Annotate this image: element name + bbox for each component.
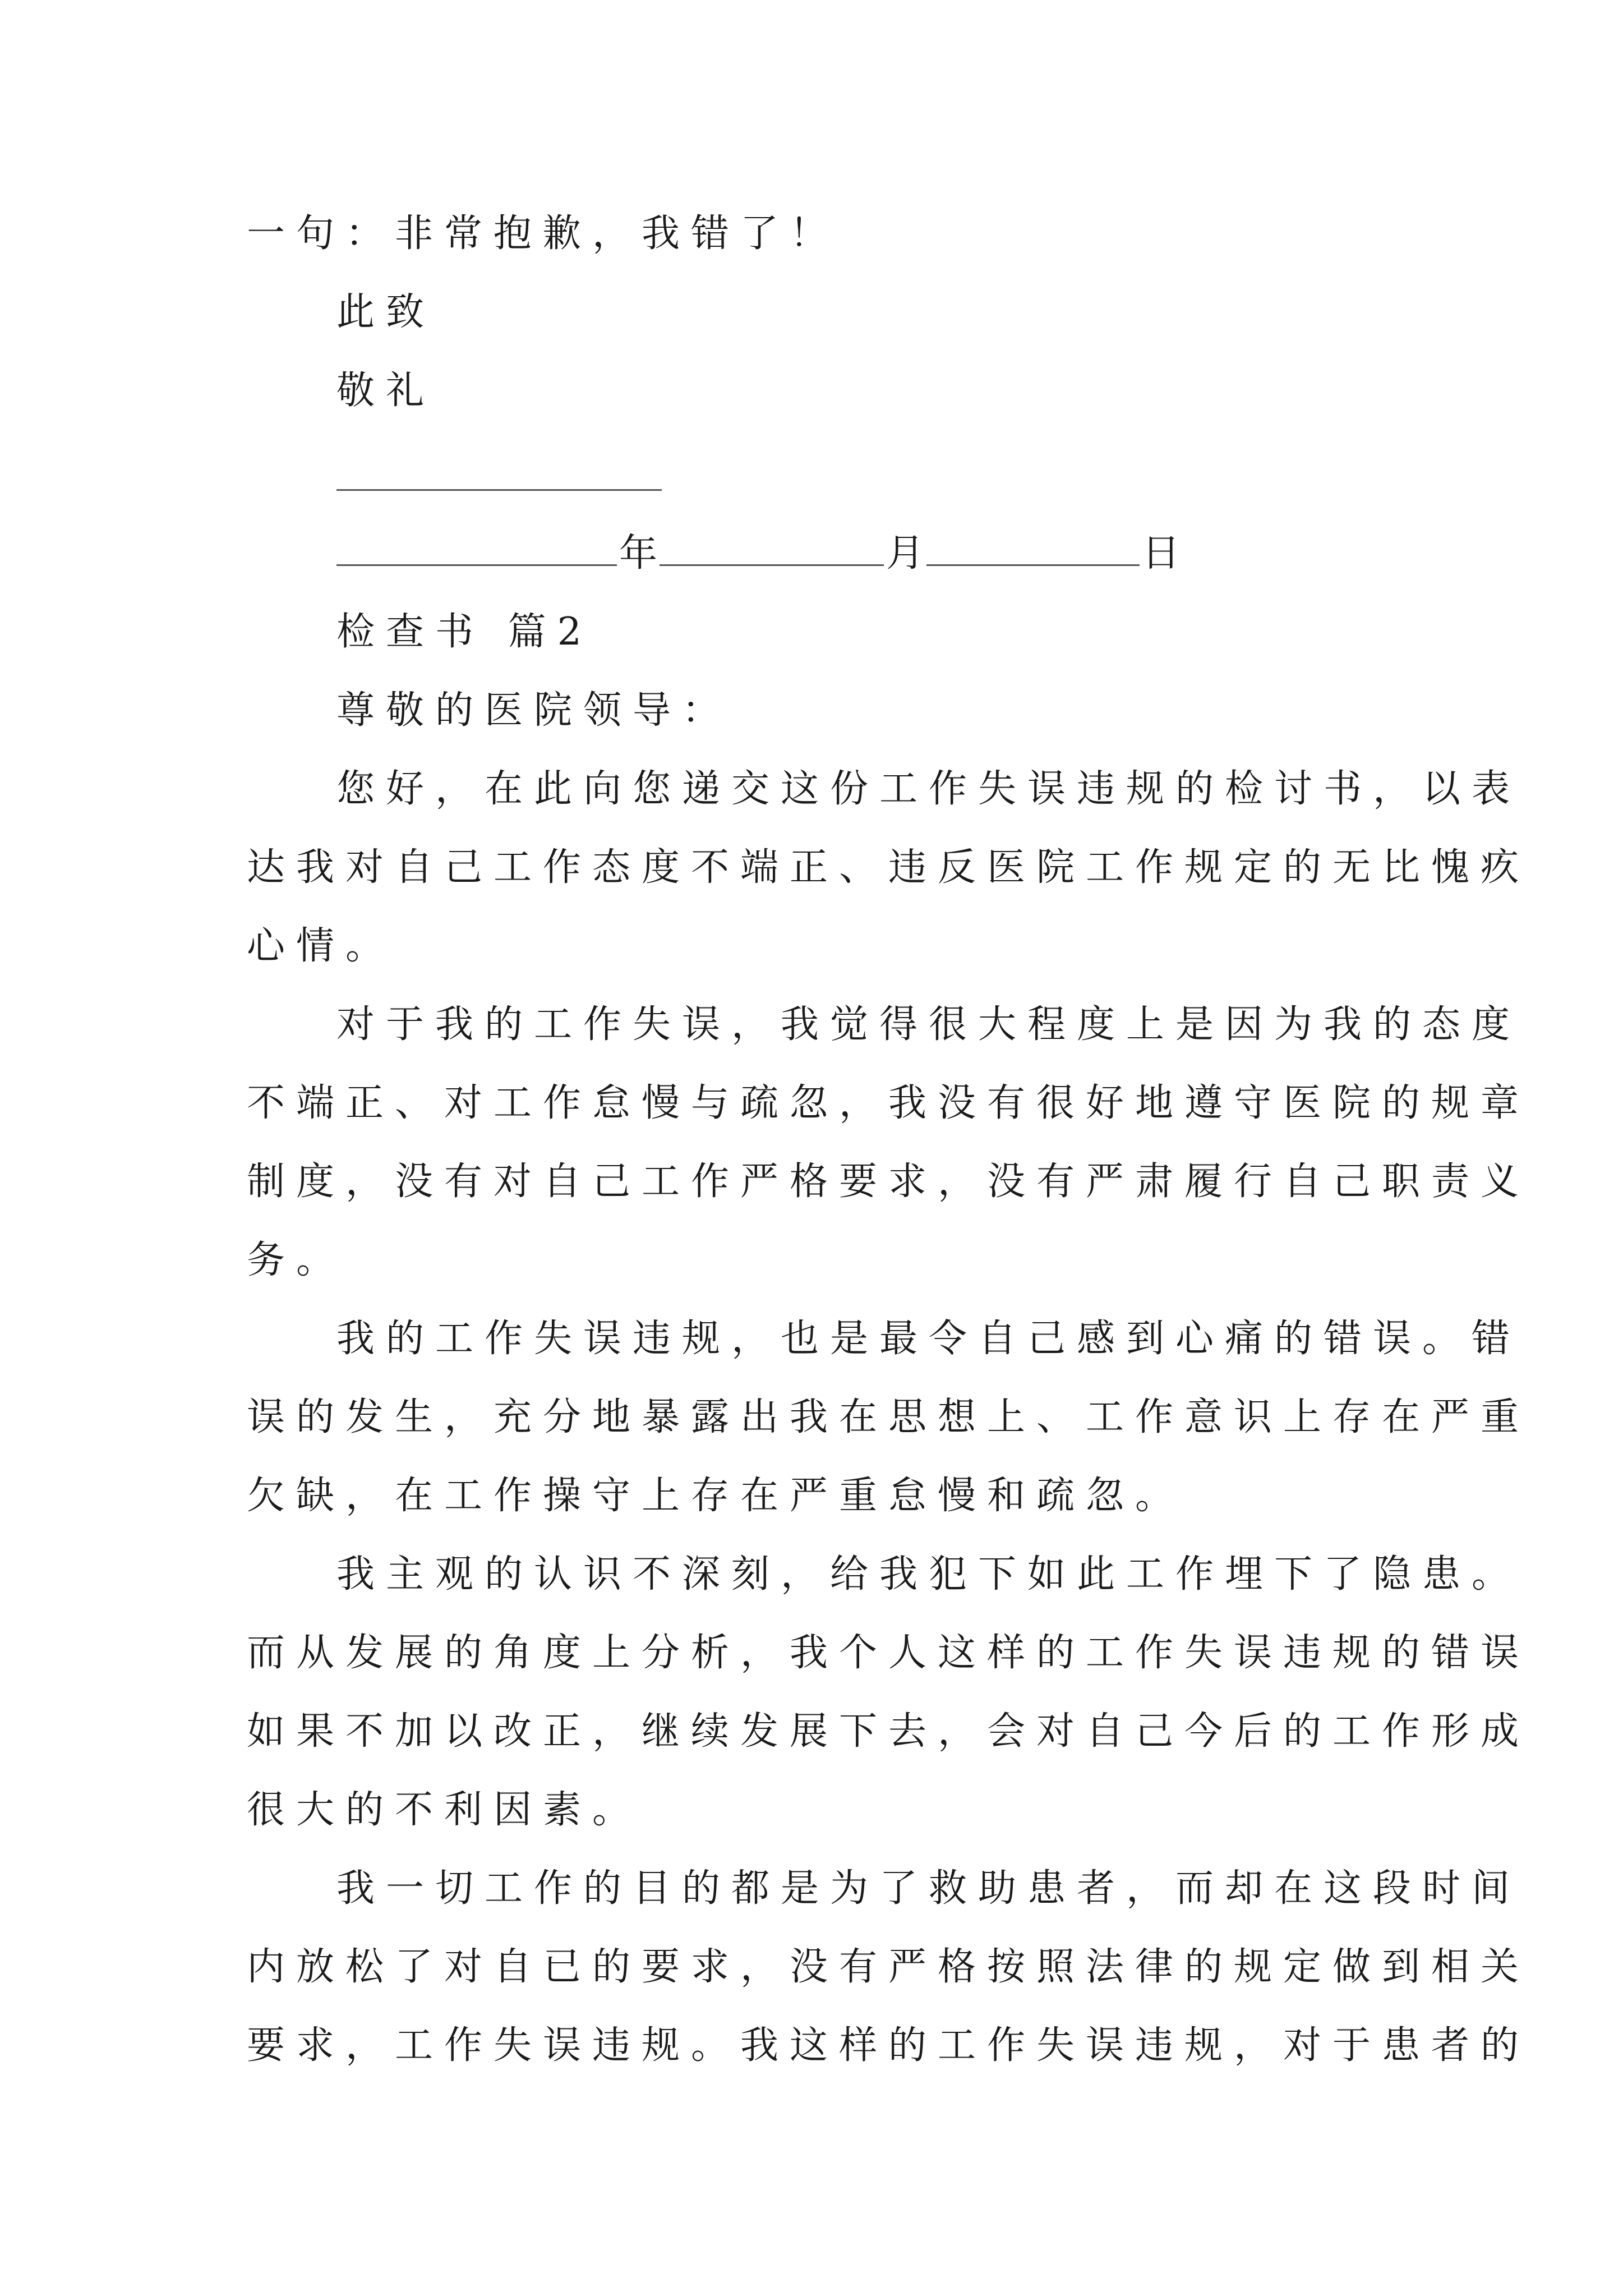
body-line: 而从发展的角度上分析，我个人这样的工作失误违规的错误: [247, 1631, 1530, 1675]
body-line: 制度，没有对自己工作严格要求，没有严肃履行自己职责义: [247, 1159, 1530, 1204]
year-blank: [336, 564, 617, 566]
body-line: 误的发生，充分地暴露出我在思想上、工作意识上存在严重: [247, 1395, 1530, 1439]
body-line: 达我对自己工作态度不端正、违反医院工作规定的无比愧疚: [247, 845, 1530, 890]
body-line: 不端正、对工作怠慢与疏忽，我没有很好地遵守医院的规章: [247, 1081, 1530, 1125]
month-label: 月: [886, 531, 925, 576]
body-line: 您好，在此向您递交这份工作失误违规的检讨书，以表: [336, 767, 1521, 811]
body-line: 欠缺，在工作操守上存在严重怠慢和疏忽。: [247, 1474, 1185, 1518]
closing-jing-li: 敬礼: [336, 369, 436, 413]
date-row: [336, 528, 1182, 579]
year-label: 年: [619, 531, 658, 576]
body-line: 对于我的工作失误，我觉得很大程度上是因为我的态度: [336, 1002, 1521, 1047]
body-line: 务。: [247, 1238, 346, 1282]
closing-ci-zhi: 此致: [336, 290, 436, 334]
body-line: 我一切工作的目的都是为了救助患者，而却在这段时间: [336, 1866, 1521, 1911]
closing-sentence: 一句：非常抱歉，我错了！: [247, 211, 840, 256]
body-line: 心情。: [247, 924, 395, 968]
body-line: 很大的不利因素。: [247, 1788, 642, 1832]
body-line: 要求，工作失误违规。我这样的工作失误违规，对于患者的: [247, 2023, 1530, 2068]
section-title: 检查书 篇2: [336, 610, 593, 654]
signature-blank-line: [336, 489, 662, 491]
body-line: 内放松了对自已的要求，没有严格按照法律的规定做到相关: [247, 1945, 1530, 1989]
day-label: 日: [1142, 531, 1181, 576]
body-line: 如果不加以改正，继续发展下去，会对自己今后的工作形成: [247, 1709, 1530, 1754]
salutation: 尊敬的医院领导：: [336, 688, 732, 733]
month-blank: [660, 564, 884, 566]
body-line: 我的工作失误违规，也是最令自己感到心痛的错误。错: [336, 1317, 1521, 1361]
body-line: 我主观的认识不深刻，给我犯下如此工作埋下了隐患。: [336, 1552, 1521, 1596]
day-blank: [926, 564, 1140, 566]
